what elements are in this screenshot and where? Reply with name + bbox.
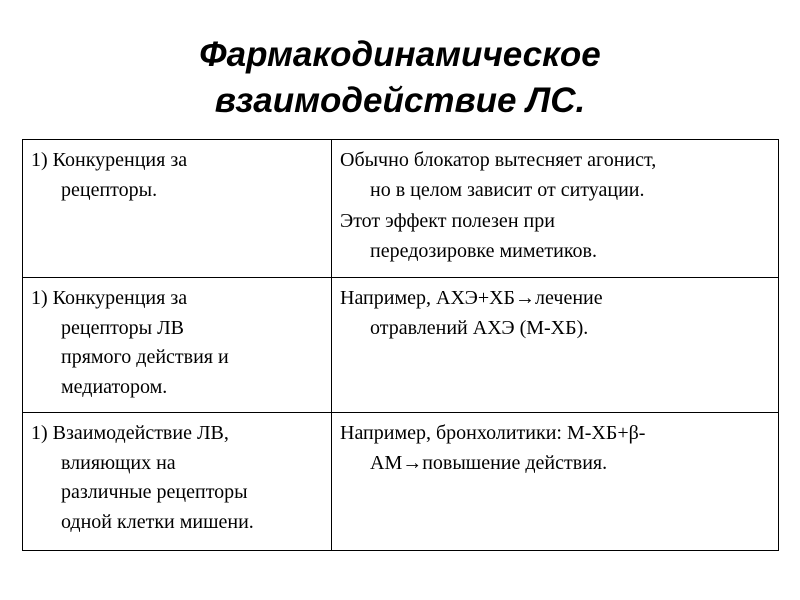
- slide-title-line1: Фармакодинамическое: [199, 35, 601, 74]
- cell-text: Например, АХЭ+ХБ→лечение: [340, 287, 603, 309]
- cell-text: различные рецепторы: [61, 481, 248, 503]
- interaction-table: [22, 139, 779, 551]
- cell-text: Например, бронхолитики: М-ХБ+β-: [340, 422, 646, 444]
- cell-text: рецепторы.: [61, 178, 158, 201]
- table-row: [23, 413, 779, 551]
- row2-left-cell: [23, 278, 332, 413]
- cell-text: 1) Конкуренция за: [31, 149, 188, 171]
- cell-text: АМ→повышение действия.: [370, 451, 608, 474]
- cell-text: Этот эффект полезен при: [340, 210, 555, 232]
- row2-right-cell: [332, 278, 779, 413]
- cell-text: прямого действия и: [61, 346, 229, 368]
- cell-text: медиатором.: [61, 375, 168, 398]
- cell-text: 1) Взаимодействие ЛВ,: [31, 422, 229, 444]
- row1-left-cell: [23, 140, 332, 278]
- cell-text: Обычно блокатор вытесняет агонист,: [340, 149, 657, 171]
- row1-right-cell: [332, 140, 779, 278]
- cell-text: влияющих на: [61, 451, 176, 474]
- row3-left-cell: [23, 413, 332, 551]
- cell-text: рецепторы ЛВ: [61, 316, 184, 339]
- cell-text: передозировке миметиков.: [370, 239, 597, 262]
- table-row: [23, 278, 779, 413]
- cell-text: отравлений АХЭ (М-ХБ).: [370, 316, 589, 339]
- table-row: [23, 140, 779, 278]
- row3-right-cell: [332, 413, 779, 551]
- cell-text: 1) Конкуренция за: [31, 287, 188, 309]
- cell-text: одной клетки мишени.: [61, 510, 254, 533]
- cell-text: но в целом зависит от ситуации.: [370, 178, 645, 201]
- slide-title-line2: взаимодействие ЛС.: [214, 81, 586, 120]
